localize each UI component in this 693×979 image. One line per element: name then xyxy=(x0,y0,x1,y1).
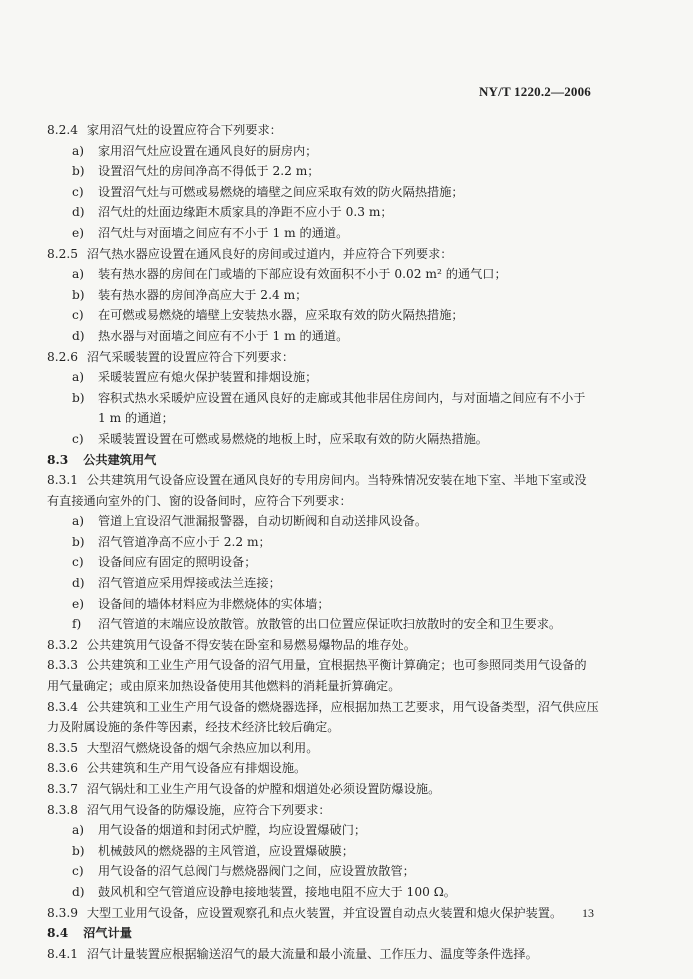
item-marker: b) xyxy=(72,287,85,302)
list-item xyxy=(47,141,602,162)
item-text: 设置沼气灶的房间净高不得低于 2.2 m； xyxy=(98,164,320,179)
clause-continuation: 力及附属设施的条件等因素，经技术经济比较后确定。 xyxy=(47,720,340,735)
item-marker: a) xyxy=(72,143,85,158)
list-item xyxy=(47,285,602,306)
item-marker: b) xyxy=(72,390,85,405)
item-text: 沼气灶与对面墙之间应有不小于 1 m 的通道。 xyxy=(98,225,349,240)
item-marker: c) xyxy=(72,431,84,446)
item-marker: d) xyxy=(72,205,85,220)
item-marker: d) xyxy=(72,884,85,899)
item-text: 家用沼气灶应设置在通风良好的厨房内； xyxy=(98,143,318,158)
clause-8-2-6 xyxy=(47,347,602,368)
list-item xyxy=(47,388,602,409)
section-title: 沼气计量 xyxy=(83,926,132,941)
item-text: 沼气管道净高不应小于 2.2 m； xyxy=(98,534,271,549)
list-item xyxy=(47,367,602,388)
document-body xyxy=(47,120,602,964)
clause-text: 公共建筑和工业生产用气设备的燃烧器选择，应根据加热工艺要求，用气设备类型，沼气供应压 xyxy=(86,699,599,714)
item-marker: b) xyxy=(72,164,85,179)
item-marker: b) xyxy=(72,534,85,549)
item-text: 鼓风机和空气管道应设静电接地装置，接地电阻不应大于 100 Ω。 xyxy=(98,884,456,899)
clause-text: 沼气采暖装置的设置应符合下列要求： xyxy=(86,349,295,364)
item-marker: e) xyxy=(72,225,84,240)
list-item xyxy=(47,861,602,882)
item-text: 热水器与对面墙之间应有不小于 1 m 的通道。 xyxy=(98,328,349,343)
item-text: 设备间的墙体材料应为非燃烧体的实体墙； xyxy=(98,596,330,611)
clause-8-2-5 xyxy=(47,244,602,265)
clause-text: 大型沼气燃烧设备的烟气余热应加以利用。 xyxy=(86,740,319,755)
item-text: 在可燃或易燃烧的墙壁上安装热水器，应采取有效的防火隔热措施； xyxy=(98,308,464,323)
item-text: 管道上宜设沼气泄漏报警器，自动切断阀和自动送排风设备。 xyxy=(98,514,428,529)
item-text: 容积式热水采暖炉应设置在通风良好的走廊或其他非居住房间内，与对面墙之间应有不小于 xyxy=(98,390,586,405)
list-item xyxy=(47,223,602,244)
clause-8-3-7 xyxy=(47,779,602,800)
clause-number: 8.3.5 xyxy=(47,740,79,755)
clause-8-3-5 xyxy=(47,738,602,759)
item-text: 设备间应有固定的照明设备； xyxy=(98,555,257,570)
list-item-continuation: 1 m 的通道； xyxy=(98,411,174,426)
clause-text: 大型工业用气设备，应设置观察孔和点火装置，并宜设置自动点火装置和熄火保护装置。 xyxy=(86,905,563,920)
clause-8-3-1 xyxy=(47,470,602,491)
item-text: 沼气灶的灶面边缘距木质家具的净距不应小于 0.3 m； xyxy=(98,205,393,220)
clause-text: 公共建筑用气设备不得安装在卧室和易燃易爆物品的堆存处。 xyxy=(86,637,416,652)
item-marker: d) xyxy=(72,576,85,591)
list-item xyxy=(47,841,602,862)
item-marker: c) xyxy=(72,555,84,570)
clause-number: 8.4.1 xyxy=(47,946,79,961)
list-item xyxy=(47,594,602,615)
list-item xyxy=(47,532,602,553)
item-marker: a) xyxy=(72,267,85,282)
item-marker: f) xyxy=(72,617,82,632)
clause-text: 家用沼气灶的设置应符合下列要求： xyxy=(86,123,282,137)
list-item xyxy=(47,820,602,841)
item-text: 用气设备的烟道和封闭式炉膛，均应设置爆破门； xyxy=(98,823,367,838)
clause-8-3-8 xyxy=(47,800,602,821)
item-text: 用气设备的沼气总阀门与燃烧器阀门之间，应设置放散管； xyxy=(98,864,415,879)
list-item xyxy=(47,305,602,326)
clause-continuation: 有直接通向室外的门、窗的设备间时，应符合下列要求： xyxy=(47,493,352,508)
clause-number: 8.2.6 xyxy=(47,349,79,364)
section-title: 公共建筑用气 xyxy=(83,452,157,467)
item-text: 装有热水器的房间在门或墙的下部应设有效面积不小于 0.02 m² 的通气口； xyxy=(98,267,507,282)
section-heading-8-3 xyxy=(47,450,602,471)
clause-number: 8.3.6 xyxy=(47,761,79,776)
list-item xyxy=(47,202,602,223)
list-item xyxy=(47,326,602,347)
list-item xyxy=(47,511,602,532)
item-marker: c) xyxy=(72,308,84,323)
page-number: 13 xyxy=(582,906,594,920)
item-text: 装有热水器的房间净高应大于 2.4 m； xyxy=(98,287,308,302)
clause-text: 沼气计量装置应根据输送沼气的最大流量和最小流量、工作压力、温度等条件选择。 xyxy=(86,946,538,961)
clause-8-2-4 xyxy=(47,120,602,141)
clause-8-3-4 xyxy=(47,697,602,718)
clause-text: 公共建筑用气设备应设置在通风良好的专用房间内。当特殊情况安装在地下室、半地下室或没 xyxy=(86,473,587,488)
list-item xyxy=(47,161,602,182)
clause-text: 公共建筑和生产用气设备应有排烟设施。 xyxy=(86,761,307,776)
item-marker: b) xyxy=(72,843,85,858)
clause-number: 8.3.3 xyxy=(47,658,79,673)
list-item xyxy=(47,573,602,594)
clause-text: 沼气热水器应设置在通风良好的房间或过道内，并应符合下列要求： xyxy=(86,246,453,261)
item-marker: c) xyxy=(72,184,84,199)
clause-8-3-9 xyxy=(47,903,602,924)
item-text: 采暖装置应有熄火保护装置和排烟设施； xyxy=(98,370,318,385)
item-marker: a) xyxy=(72,370,85,385)
section-number: 8.4 xyxy=(47,926,69,941)
clause-text: 沼气用气设备的防爆设施，应符合下列要求： xyxy=(86,802,331,817)
section-number: 8.3 xyxy=(47,452,69,467)
clause-8-3-2 xyxy=(47,635,602,656)
list-item xyxy=(47,882,602,903)
list-item xyxy=(47,552,602,573)
clause-8-4-1 xyxy=(47,944,602,965)
item-text: 沼气管道的末端应设放散管。放散管的出口位置应保证吹扫放散时的安全和卫生要求。 xyxy=(98,617,562,632)
list-item xyxy=(47,264,602,285)
item-marker: a) xyxy=(72,823,85,838)
item-text: 设置沼气灶与可燃或易燃烧的墙壁之间应采取有效的防火隔热措施； xyxy=(98,184,464,199)
clause-number: 8.3.4 xyxy=(47,699,79,714)
clause-8-3-6 xyxy=(47,758,602,779)
item-text: 沼气管道应采用焊接或法兰连接； xyxy=(98,576,281,591)
item-text: 采暖装置设置在可燃或易燃烧的地板上时，应采取有效的防火隔热措施。 xyxy=(98,431,488,446)
item-marker: e) xyxy=(72,596,84,611)
clause-continuation: 用气量确定；或由原来加热设备使用其他燃料的消耗量折算确定。 xyxy=(47,679,401,694)
standard-number: NY/T 1220.2—2006 xyxy=(478,84,591,99)
list-item xyxy=(47,182,602,203)
clause-text: 沼气锅灶和工业生产用气设备的炉膛和烟道处必须设置防爆设施。 xyxy=(86,782,441,796)
clause-number: 8.3.9 xyxy=(47,905,79,920)
item-marker: c) xyxy=(72,864,84,879)
clause-text: 公共建筑和工业生产用气设备的沼气用量，宜根据热平衡计算确定；也可参照同类用气设备的 xyxy=(86,658,587,673)
clause-number: 8.3.2 xyxy=(47,637,79,652)
clause-number: 8.3.1 xyxy=(47,473,79,488)
item-text: 机械鼓风的燃烧器的主风管道，应设置爆破膜； xyxy=(98,843,354,858)
clause-number: 8.3.8 xyxy=(47,802,79,817)
item-marker: d) xyxy=(72,328,85,343)
list-item xyxy=(47,429,602,450)
clause-number: 8.3.7 xyxy=(47,782,79,796)
item-marker: a) xyxy=(72,514,85,529)
clause-number: 8.2.4 xyxy=(47,123,79,137)
clause-8-3-3 xyxy=(47,655,602,676)
clause-number: 8.2.5 xyxy=(47,246,79,261)
section-heading-8-4 xyxy=(47,923,602,944)
list-item xyxy=(47,614,602,635)
